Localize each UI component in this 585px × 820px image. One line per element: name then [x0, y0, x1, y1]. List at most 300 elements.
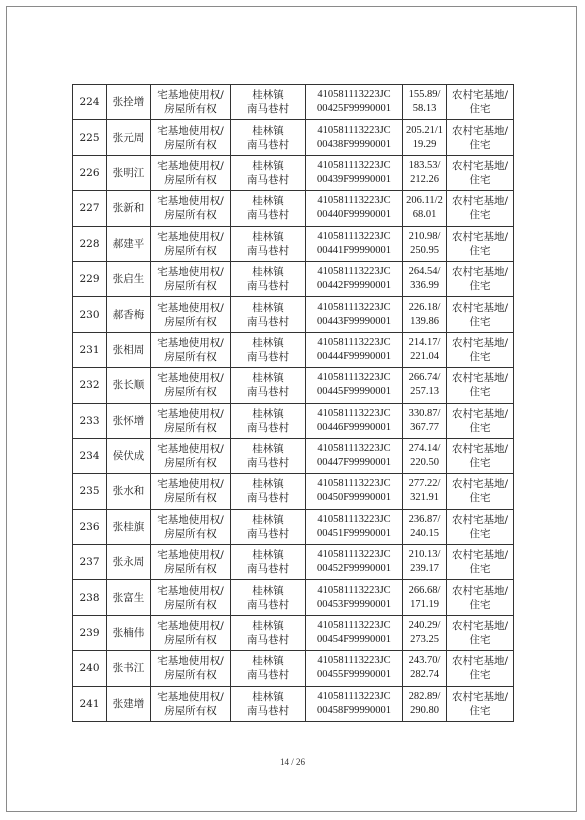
- table-row: [73, 120, 514, 155]
- area-cell: [403, 368, 447, 403]
- land-use-line: 住宅: [469, 563, 491, 576]
- area-line: 183.53/: [408, 159, 441, 171]
- owner-name-line: 张拴增: [112, 96, 145, 109]
- right-type-line: 房屋所有权: [164, 350, 217, 363]
- location-cell: [231, 580, 306, 615]
- location-line: 南马巷村: [247, 173, 289, 186]
- row-number-cell: [73, 368, 107, 403]
- owner-name-line: 张楠伟: [112, 627, 145, 640]
- unit-id-line: 00452F99990001: [316, 563, 392, 575]
- unit-id-cell: [306, 438, 403, 473]
- right-type-line: 房屋所有权: [164, 103, 217, 116]
- unit-id-line: 00442F99990001: [316, 280, 392, 292]
- area-cell: [403, 226, 447, 261]
- area-line: 221.04: [410, 350, 439, 362]
- area-line: 58.13: [412, 103, 437, 115]
- location-cell: [231, 615, 306, 650]
- owner-name-cell: [107, 120, 151, 155]
- owner-name-cell: [107, 261, 151, 296]
- land-use-cell: [447, 438, 514, 473]
- unit-id-line: 00455F99990001: [316, 669, 392, 681]
- area-line: 68.01: [412, 209, 437, 221]
- land-use-line: 住宅: [469, 350, 491, 363]
- area-cell: [403, 615, 447, 650]
- land-use-cell: [447, 686, 514, 721]
- right-type-line: 宅基地使用权/: [157, 124, 224, 137]
- area-cell: [403, 509, 447, 544]
- right-type-cell: [151, 686, 231, 721]
- unit-id-cell: [306, 509, 403, 544]
- owner-name-line: 张启生: [112, 273, 145, 286]
- location-line: 南马巷村: [247, 103, 289, 116]
- location-cell: [231, 226, 306, 261]
- table-row: [73, 686, 514, 721]
- unit-id-line: 00453F99990001: [316, 598, 392, 610]
- location-line: 南马巷村: [247, 634, 289, 647]
- row-number-line: 238: [79, 591, 100, 604]
- right-type-line: 房屋所有权: [164, 669, 217, 682]
- row-number-line: 236: [79, 520, 100, 533]
- land-use-line: 住宅: [469, 457, 491, 470]
- right-type-cell: [151, 474, 231, 509]
- unit-id-line: 410581113223JC: [317, 372, 391, 384]
- unit-id-line: 410581113223JC: [317, 478, 391, 490]
- location-line: 桂林镇: [252, 124, 284, 137]
- unit-id-line: 00450F99990001: [316, 492, 392, 504]
- right-type-line: 宅基地使用权/: [157, 372, 224, 385]
- owner-name-cell: [107, 438, 151, 473]
- owner-name-cell: [107, 85, 151, 120]
- row-number-line: 227: [79, 202, 100, 215]
- right-type-line: 房屋所有权: [164, 634, 217, 647]
- unit-id-line: 410581113223JC: [317, 620, 391, 632]
- page-number: 14 / 26: [279, 757, 305, 767]
- location-cell: [231, 332, 306, 367]
- unit-id-line: 00447F99990001: [316, 457, 392, 469]
- owner-name-line: 张元周: [112, 131, 145, 144]
- row-number-cell: [73, 686, 107, 721]
- unit-id-line: 00444F99990001: [316, 350, 392, 362]
- owner-name-cell: [107, 509, 151, 544]
- owner-name-cell: [107, 226, 151, 261]
- unit-id-line: 00439F99990001: [316, 173, 392, 185]
- land-use-cell: [447, 545, 514, 580]
- land-use-cell: [447, 191, 514, 226]
- land-use-line: 农村宅基地/: [451, 301, 509, 314]
- owner-name-line: 张永周: [112, 556, 145, 569]
- row-number-cell: [73, 474, 107, 509]
- area-cell: [403, 261, 447, 296]
- area-line: 155.89/: [408, 89, 441, 101]
- unit-id-cell: [306, 580, 403, 615]
- owner-name-line: 张相周: [112, 343, 145, 356]
- right-type-line: 房屋所有权: [164, 173, 217, 186]
- location-line: 桂林镇: [252, 690, 284, 703]
- row-number-cell: [73, 261, 107, 296]
- location-line: 南马巷村: [247, 598, 289, 611]
- row-number-cell: [73, 580, 107, 615]
- right-type-line: 房屋所有权: [164, 244, 217, 257]
- unit-id-cell: [306, 545, 403, 580]
- area-cell: [403, 191, 447, 226]
- land-use-line: 农村宅基地/: [451, 620, 509, 633]
- location-line: 南马巷村: [247, 669, 289, 682]
- area-line: 139.86: [410, 315, 439, 327]
- land-use-line: 农村宅基地/: [451, 478, 509, 491]
- location-line: 桂林镇: [252, 89, 284, 102]
- owner-name-cell: [107, 155, 151, 190]
- right-type-cell: [151, 651, 231, 686]
- owner-name-cell: [107, 580, 151, 615]
- land-use-cell: [447, 580, 514, 615]
- location-line: 南马巷村: [247, 563, 289, 576]
- location-cell: [231, 651, 306, 686]
- table-row: [73, 403, 514, 438]
- land-use-line: 农村宅基地/: [451, 230, 509, 243]
- area-line: 212.26: [410, 173, 439, 185]
- area-line: 243.70/: [408, 655, 441, 667]
- row-number-line: 233: [79, 414, 100, 427]
- right-type-cell: [151, 580, 231, 615]
- land-use-cell: [447, 155, 514, 190]
- row-number-cell: [73, 120, 107, 155]
- land-use-line: 农村宅基地/: [451, 336, 509, 349]
- right-type-cell: [151, 438, 231, 473]
- location-cell: [231, 297, 306, 332]
- location-cell: [231, 120, 306, 155]
- right-type-line: 宅基地使用权/: [157, 159, 224, 172]
- right-type-line: 宅基地使用权/: [157, 301, 224, 314]
- unit-id-cell: [306, 155, 403, 190]
- area-line: 273.25: [410, 634, 439, 646]
- location-line: 南马巷村: [247, 138, 289, 151]
- land-use-line: 住宅: [469, 492, 491, 505]
- area-cell: [403, 155, 447, 190]
- unit-id-line: 00446F99990001: [316, 421, 392, 433]
- right-type-cell: [151, 403, 231, 438]
- location-cell: [231, 155, 306, 190]
- area-line: 210.13/: [408, 549, 441, 561]
- right-type-line: 宅基地使用权/: [157, 655, 224, 668]
- location-line: 桂林镇: [252, 620, 284, 633]
- land-use-line: 农村宅基地/: [451, 266, 509, 279]
- area-line: 210.98/: [408, 230, 441, 242]
- unit-id-cell: [306, 403, 403, 438]
- right-type-line: 宅基地使用权/: [157, 230, 224, 243]
- unit-id-cell: [306, 686, 403, 721]
- location-line: 南马巷村: [247, 492, 289, 505]
- location-line: 南马巷村: [247, 280, 289, 293]
- right-type-line: 宅基地使用权/: [157, 549, 224, 562]
- right-type-line: 宅基地使用权/: [157, 266, 224, 279]
- owner-name-line: 张建增: [112, 697, 145, 710]
- right-type-line: 宅基地使用权/: [157, 690, 224, 703]
- land-use-line: 住宅: [469, 209, 491, 222]
- right-type-cell: [151, 191, 231, 226]
- owner-name-cell: [107, 332, 151, 367]
- owner-name-line: 张怀增: [112, 414, 145, 427]
- land-use-line: 住宅: [469, 598, 491, 611]
- unit-id-cell: [306, 474, 403, 509]
- location-cell: [231, 545, 306, 580]
- row-number-cell: [73, 545, 107, 580]
- right-type-line: 宅基地使用权/: [157, 513, 224, 526]
- right-type-line: 房屋所有权: [164, 598, 217, 611]
- owner-name-cell: [107, 403, 151, 438]
- land-use-line: 住宅: [469, 103, 491, 116]
- owner-name-cell: [107, 191, 151, 226]
- owner-name-line: 郝香梅: [112, 308, 145, 321]
- right-type-cell: [151, 85, 231, 120]
- table-row: [73, 474, 514, 509]
- right-type-line: 房屋所有权: [164, 315, 217, 328]
- area-line: 321.91: [410, 492, 439, 504]
- land-use-cell: [447, 509, 514, 544]
- table-row: [73, 651, 514, 686]
- unit-id-line: 00451F99990001: [316, 527, 392, 539]
- area-cell: [403, 332, 447, 367]
- right-type-line: 宅基地使用权/: [157, 584, 224, 597]
- table-row: [73, 297, 514, 332]
- location-line: 桂林镇: [252, 230, 284, 243]
- registry-table-body: [73, 85, 514, 722]
- row-number-cell: [73, 509, 107, 544]
- area-line: 264.54/: [408, 266, 441, 278]
- location-cell: [231, 509, 306, 544]
- unit-id-line: 410581113223JC: [317, 655, 391, 667]
- row-number-line: 231: [79, 343, 100, 356]
- area-line: 266.68/: [408, 584, 441, 596]
- row-number-cell: [73, 651, 107, 686]
- area-line: 367.77: [410, 421, 439, 433]
- table-row: [73, 155, 514, 190]
- row-number-line: 230: [79, 308, 100, 321]
- area-cell: [403, 545, 447, 580]
- area-line: 214.17/: [408, 336, 441, 348]
- land-use-line: 农村宅基地/: [451, 124, 509, 137]
- land-use-cell: [447, 474, 514, 509]
- unit-id-line: 00438F99990001: [316, 138, 392, 150]
- right-type-line: 房屋所有权: [164, 280, 217, 293]
- location-cell: [231, 403, 306, 438]
- area-cell: [403, 403, 447, 438]
- right-type-line: 房屋所有权: [164, 421, 217, 434]
- land-use-cell: [447, 368, 514, 403]
- unit-id-cell: [306, 120, 403, 155]
- right-type-cell: [151, 226, 231, 261]
- unit-id-line: 410581113223JC: [317, 443, 391, 455]
- table-row: [73, 615, 514, 650]
- location-line: 桂林镇: [252, 195, 284, 208]
- row-number-line: 241: [79, 697, 100, 710]
- location-line: 南马巷村: [247, 527, 289, 540]
- land-use-line: 住宅: [469, 421, 491, 434]
- table-row: [73, 332, 514, 367]
- location-line: 桂林镇: [252, 266, 284, 279]
- right-type-cell: [151, 509, 231, 544]
- land-use-line: 农村宅基地/: [451, 690, 509, 703]
- unit-id-cell: [306, 615, 403, 650]
- land-use-line: 农村宅基地/: [451, 443, 509, 456]
- row-number-line: 239: [79, 627, 100, 640]
- area-line: 274.14/: [408, 443, 441, 455]
- area-line: 205.21/1: [405, 124, 444, 136]
- unit-id-line: 00443F99990001: [316, 315, 392, 327]
- unit-id-line: 00454F99990001: [316, 634, 392, 646]
- area-line: 336.99: [410, 280, 439, 292]
- right-type-line: 宅基地使用权/: [157, 478, 224, 491]
- land-use-line: 住宅: [469, 704, 491, 717]
- location-cell: [231, 261, 306, 296]
- row-number-cell: [73, 155, 107, 190]
- unit-id-line: 410581113223JC: [317, 513, 391, 525]
- right-type-line: 房屋所有权: [164, 563, 217, 576]
- row-number-cell: [73, 85, 107, 120]
- area-line: 236.87/: [408, 513, 441, 525]
- land-use-line: 农村宅基地/: [451, 159, 509, 172]
- land-use-cell: [447, 120, 514, 155]
- unit-id-line: 00425F99990001: [316, 103, 392, 115]
- unit-id-line: 410581113223JC: [317, 336, 391, 348]
- owner-name-cell: [107, 474, 151, 509]
- land-use-cell: [447, 615, 514, 650]
- location-line: 南马巷村: [247, 386, 289, 399]
- right-type-cell: [151, 120, 231, 155]
- location-line: 桂林镇: [252, 549, 284, 562]
- table-row: [73, 226, 514, 261]
- unit-id-cell: [306, 85, 403, 120]
- right-type-line: 宅基地使用权/: [157, 443, 224, 456]
- unit-id-line: 410581113223JC: [317, 549, 391, 561]
- land-use-line: 农村宅基地/: [451, 195, 509, 208]
- area-line: 171.19: [410, 598, 439, 610]
- owner-name-line: 张水和: [112, 485, 145, 498]
- right-type-line: 房屋所有权: [164, 527, 217, 540]
- right-type-line: 宅基地使用权/: [157, 195, 224, 208]
- land-use-cell: [447, 85, 514, 120]
- table-row: [73, 545, 514, 580]
- right-type-cell: [151, 368, 231, 403]
- owner-name-line: 张桂旗: [112, 520, 145, 533]
- owner-name-line: 侯伏成: [112, 450, 145, 463]
- land-use-line: 农村宅基地/: [451, 407, 509, 420]
- unit-id-line: 410581113223JC: [317, 407, 391, 419]
- unit-id-line: 410581113223JC: [317, 584, 391, 596]
- location-line: 桂林镇: [252, 584, 284, 597]
- right-type-line: 房屋所有权: [164, 209, 217, 222]
- unit-id-line: 410581113223JC: [317, 124, 391, 136]
- location-line: 桂林镇: [252, 301, 284, 314]
- right-type-cell: [151, 615, 231, 650]
- land-use-line: 农村宅基地/: [451, 584, 509, 597]
- table-row: [73, 261, 514, 296]
- row-number-cell: [73, 332, 107, 367]
- land-use-cell: [447, 403, 514, 438]
- unit-id-cell: [306, 368, 403, 403]
- table-row: [73, 85, 514, 120]
- right-type-line: 房屋所有权: [164, 386, 217, 399]
- owner-name-cell: [107, 651, 151, 686]
- right-type-line: 房屋所有权: [164, 492, 217, 505]
- area-cell: [403, 474, 447, 509]
- row-number-line: 224: [79, 96, 100, 109]
- location-cell: [231, 686, 306, 721]
- location-cell: [231, 438, 306, 473]
- location-line: 南马巷村: [247, 315, 289, 328]
- row-number-line: 228: [79, 237, 100, 250]
- registry-table: [72, 84, 514, 722]
- area-line: 220.50: [410, 457, 439, 469]
- area-line: 250.95: [410, 244, 439, 256]
- land-use-line: 农村宅基地/: [451, 513, 509, 526]
- owner-name-line: 张长顺: [112, 379, 145, 392]
- location-line: 南马巷村: [247, 244, 289, 257]
- table-row: [73, 191, 514, 226]
- owner-name-line: 郝建平: [112, 237, 145, 250]
- row-number-line: 229: [79, 273, 100, 286]
- owner-name-cell: [107, 297, 151, 332]
- location-cell: [231, 191, 306, 226]
- table-row: [73, 509, 514, 544]
- land-use-line: 住宅: [469, 138, 491, 151]
- area-cell: [403, 686, 447, 721]
- unit-id-line: 410581113223JC: [317, 89, 391, 101]
- unit-id-line: 410581113223JC: [317, 159, 391, 171]
- owner-name-cell: [107, 368, 151, 403]
- table-row: [73, 368, 514, 403]
- location-line: 桂林镇: [252, 372, 284, 385]
- unit-id-line: 00458F99990001: [316, 704, 392, 716]
- area-cell: [403, 120, 447, 155]
- owner-name-cell: [107, 545, 151, 580]
- unit-id-line: 410581113223JC: [317, 195, 391, 207]
- unit-id-cell: [306, 261, 403, 296]
- location-line: 桂林镇: [252, 655, 284, 668]
- row-number-cell: [73, 615, 107, 650]
- land-use-line: 住宅: [469, 634, 491, 647]
- area-line: 277.22/: [408, 478, 441, 490]
- unit-id-cell: [306, 651, 403, 686]
- location-line: 桂林镇: [252, 478, 284, 491]
- area-line: 257.13: [410, 386, 439, 398]
- right-type-line: 宅基地使用权/: [157, 620, 224, 633]
- land-use-cell: [447, 651, 514, 686]
- land-use-cell: [447, 261, 514, 296]
- table-row: [73, 438, 514, 473]
- land-use-line: 住宅: [469, 280, 491, 293]
- area-line: 240.15: [410, 527, 439, 539]
- right-type-line: 房屋所有权: [164, 704, 217, 717]
- unit-id-line: 410581113223JC: [317, 690, 391, 702]
- location-line: 南马巷村: [247, 350, 289, 363]
- area-line: 206.11/2: [406, 195, 443, 207]
- row-number-cell: [73, 191, 107, 226]
- row-number-line: 235: [79, 485, 100, 498]
- right-type-cell: [151, 297, 231, 332]
- right-type-cell: [151, 545, 231, 580]
- unit-id-line: 410581113223JC: [317, 266, 391, 278]
- location-line: 南马巷村: [247, 704, 289, 717]
- row-number-line: 226: [79, 166, 100, 179]
- location-line: 桂林镇: [252, 159, 284, 172]
- land-use-cell: [447, 297, 514, 332]
- owner-name-cell: [107, 615, 151, 650]
- area-line: 240.29/: [408, 620, 441, 632]
- row-number-line: 237: [79, 556, 100, 569]
- location-cell: [231, 85, 306, 120]
- unit-id-cell: [306, 297, 403, 332]
- right-type-line: 宅基地使用权/: [157, 336, 224, 349]
